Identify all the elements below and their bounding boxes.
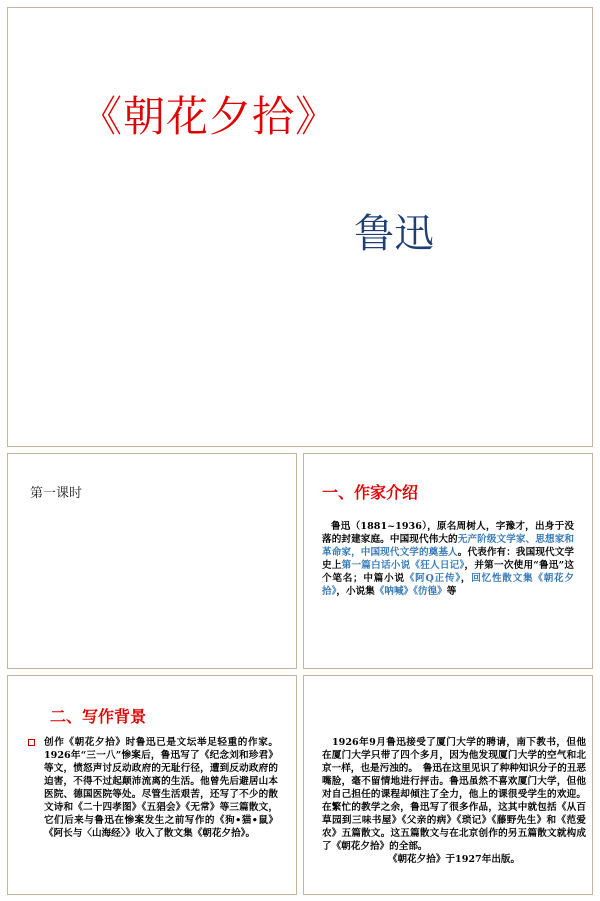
author-intro-part-3: ，并第一次使用“鲁迅”这个笔名；中篇小说 xyxy=(322,560,575,584)
author-intro-highlight-3: 《阿Q正传》 xyxy=(404,573,461,584)
xiamen-text xyxy=(322,736,586,866)
lesson-label: 第一课时 xyxy=(30,486,83,501)
publication-line: 《朝花夕拾》于1927年出版。 xyxy=(387,854,521,865)
slide-lesson[interactable] xyxy=(7,453,297,669)
cover-author: 鲁迅 xyxy=(354,211,434,257)
author-intro-part-5: ，小说集 xyxy=(336,586,375,597)
author-intro-part-4: ， xyxy=(460,573,472,584)
background-text: 创作《朝花夕拾》时鲁迅已是文坛举足轻重的作家。1926年“三一八”惨案后，鲁迅写了《纪念刘和珍君》等文，愤怒声讨反动政府的无耻行径，遭到反动政府的迫害，不得不过起颠沛流离的生活。他曾先后避居山本医院、德国医院等处。尽管生活艰苦，还写了不少的散文诗和《二十四孝图》《五猖会》《无常》等三篇散文，它们后来与鲁迅在惨案发生之前写作的《狗•猫•鼠》《阿长与〈山海经〉》收入了散文集《朝花夕拾》。 xyxy=(44,737,278,839)
author-intro-part-1: 鲁迅（1881~1936），原名周树人，字豫才，出身于没落的封建家庭。中国现代伟大的 xyxy=(322,521,574,545)
author-intro-heading: 一、作家介绍 xyxy=(322,483,419,502)
slide-author-intro[interactable] xyxy=(303,453,593,669)
xiamen-paragraph: 1926年9月鲁迅接受了厦门大学的聘请，南下教书，但他在厦门大学只带了四个多月，因为他发现厦门大学的空气和北京一样，也是污浊的。 鲁迅在这里见识了种种知识分子的丑恶嘴脸，毫不留情地进行抨击。鲁迅虽然不喜欢厦门大学，但他对自己担任的课程却倾注了全力，他上的课很受学生的欢迎。在繁忙的教学之余，鲁迅写了很多作品，这其中就包括《从百草园到三味书屋》《父亲的病》《琐记》《藤野先生》和《范爱农》五篇散文。这五篇散文与在北京创作的另五篇散文就构成了《朝花夕拾》的全部。 xyxy=(322,737,586,852)
author-intro-highlight-1: 无产阶级文学家、思想家和革命家，中国现代文学的奠基人 xyxy=(322,534,575,558)
slide-xiamen[interactable] xyxy=(303,675,593,895)
author-intro-highlight-5: 《呐喊》《彷徨》 xyxy=(374,586,447,597)
author-intro-part-6: 等 xyxy=(446,586,457,597)
author-intro-highlight-2: 第一篇白话小说《狂人日记》 xyxy=(341,560,465,571)
slide-background[interactable] xyxy=(7,675,297,895)
author-intro-part-2: 。代表作有：我国现代文学史上 xyxy=(322,547,575,571)
bullet-square-icon xyxy=(28,739,35,746)
slide-cover[interactable] xyxy=(7,7,593,447)
author-intro-text xyxy=(322,520,574,598)
cover-title: 《朝花夕拾》 xyxy=(80,92,339,141)
background-heading: 二、写作背景 xyxy=(50,707,147,726)
author-intro-highlight-4: 回忆性散文集《朝花夕拾》 xyxy=(322,573,575,597)
